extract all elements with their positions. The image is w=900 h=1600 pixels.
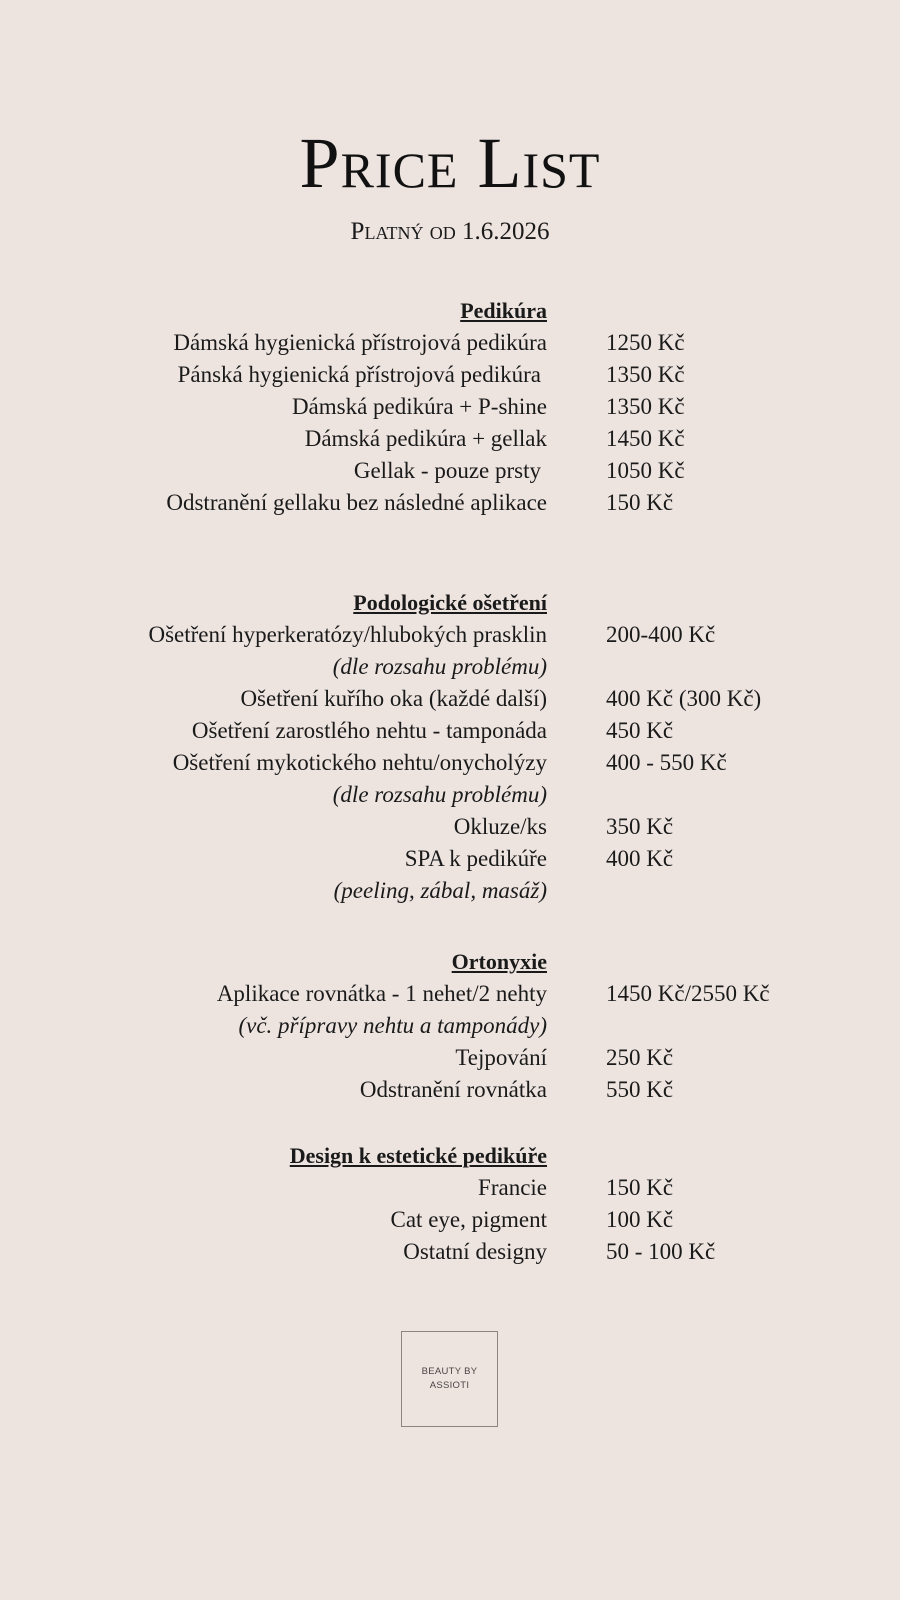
section-heading: Pedikúra: [460, 298, 547, 323]
price-row: [0, 455, 900, 487]
service-name: Ošetření hyperkeratózy/hlubokých prasklin: [148, 622, 547, 647]
service-name: Tejpování: [455, 1045, 547, 1070]
service-price: 1450 Kč: [606, 426, 685, 451]
section-heading-pedikura: [0, 295, 900, 327]
logo-line-2: ASSIOTI: [429, 1380, 470, 1391]
service-price: 150 Kč: [606, 490, 674, 515]
service-price: 1350 Kč: [606, 394, 685, 419]
price-row: [0, 811, 900, 843]
service-note: (vč. přípravy nehtu a tamponády): [238, 1013, 547, 1038]
service-price: 1350 Kč: [606, 362, 685, 387]
service-name: SPA k pedikúře: [404, 846, 547, 871]
service-name: Okluze/ks: [453, 814, 547, 839]
section-heading-podologicke: [0, 587, 900, 619]
price-row-note: [0, 875, 900, 907]
service-price: 100 Kč: [606, 1207, 674, 1232]
price-row: [0, 1074, 900, 1106]
service-price: 250 Kč: [606, 1045, 674, 1070]
section-heading: Design k estetické pedikúře: [289, 1143, 547, 1168]
price-row: [0, 1042, 900, 1074]
price-row-note: [0, 779, 900, 811]
brand-logo: [401, 1331, 498, 1427]
service-price: 1450 Kč/2550 Kč: [606, 981, 770, 1006]
section-heading-ortonyxie: [0, 946, 900, 978]
price-row-note: [0, 1010, 900, 1042]
service-price: 450 Kč: [606, 718, 674, 743]
service-name: Ošetření kuřího oka (každé další): [240, 686, 547, 711]
service-note: (peeling, zábal, masáž): [333, 878, 547, 903]
service-name: Ostatní designy: [403, 1239, 547, 1264]
service-note: (dle rozsahu problému): [332, 654, 547, 679]
price-row: [0, 359, 900, 391]
price-row: [0, 487, 900, 519]
service-price: 50 - 100 Kč: [606, 1239, 716, 1264]
price-row: [0, 1172, 900, 1204]
price-row: [0, 978, 900, 1010]
logo-line-1: BEAUTY BY: [421, 1366, 478, 1377]
price-row: [0, 423, 900, 455]
service-name: Gellak - pouze prsty: [353, 458, 541, 483]
price-row: [0, 391, 900, 423]
service-price: 400 Kč (300 Kč): [606, 686, 762, 711]
service-name: Aplikace rovnátka - 1 nehet/2 nehty: [216, 981, 547, 1006]
service-price: 550 Kč: [606, 1077, 674, 1102]
service-name: Cat eye, pigment: [390, 1207, 547, 1232]
service-name: Ošetření zarostlého nehtu - tamponáda: [191, 718, 547, 743]
price-row: [0, 843, 900, 875]
service-name: Odstranění rovnátka: [359, 1077, 547, 1102]
service-name: Dámská pedikúra + gellak: [304, 426, 547, 451]
service-note: (dle rozsahu problému): [332, 782, 547, 807]
service-price: 350 Kč: [606, 814, 674, 839]
price-row: [0, 747, 900, 779]
service-price: 1250 Kč: [606, 330, 685, 355]
section-heading-design: [0, 1140, 900, 1172]
section-heading: Ortonyxie: [451, 949, 547, 974]
section-heading: Podologické ošetření: [353, 590, 547, 615]
service-name: Pánská hygienická přístrojová pedikúra: [177, 362, 541, 387]
price-row-note: [0, 651, 900, 683]
service-name: Odstranění gellaku bez následné aplikace: [166, 490, 547, 515]
price-row: [0, 1204, 900, 1236]
price-row: [0, 715, 900, 747]
service-name: Dámská pedikúra + P-shine: [291, 394, 547, 419]
page-title: Price List: [299, 123, 601, 203]
price-row: [0, 327, 900, 359]
service-price: 400 - 550 Kč: [606, 750, 727, 775]
price-row: [0, 683, 900, 715]
service-price: 1050 Kč: [606, 458, 685, 483]
service-price: 400 Kč: [606, 846, 674, 871]
service-price: 200-400 Kč: [606, 622, 716, 647]
price-row: [0, 1236, 900, 1268]
valid-from-subtitle: Platný od 1.6.2026: [350, 218, 550, 245]
service-name: Ošetření mykotického nehtu/onycholýzy: [172, 750, 547, 775]
service-name: Francie: [478, 1175, 547, 1200]
service-name: Dámská hygienická přístrojová pedikúra: [173, 330, 547, 355]
service-price: 150 Kč: [606, 1175, 674, 1200]
price-row: [0, 619, 900, 651]
